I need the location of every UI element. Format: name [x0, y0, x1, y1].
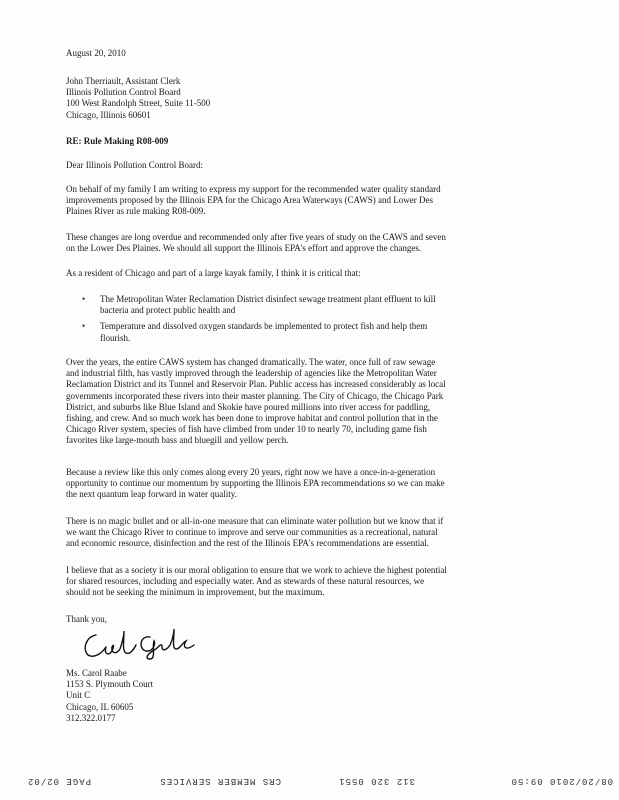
list-item: • The Metropolitan Water Reclamation District disinfect sewage treatment plant effluent to kill bacteria and protect public health and: [82, 294, 436, 316]
letter-date: August 20, 2010: [66, 48, 126, 58]
fax-page-number: PAGE 02/02: [26, 776, 91, 786]
list-item: • Temperature and dissolved oxygen standards be implemented to protect fish and help them flourish.: [82, 321, 428, 343]
signer-phone: 312.322.0177: [66, 712, 116, 723]
bullet-icon: •: [82, 294, 86, 304]
signer-city: Chicago, IL 60605: [66, 701, 134, 712]
signer-name: Ms. Carol Raabe: [66, 668, 127, 678]
recipient-address-line2: Chicago, Illinois 60601: [66, 109, 151, 120]
recipient-address: [66, 76, 552, 121]
signer-address-line2: Unit C: [66, 690, 91, 701]
paragraph-5: Because a review like this only comes along every 20 years, right now we have a once-in-a-generation opportunity to continue our momentum by supporting the Illinois EPA recommendations so we can make the next quantum leap forward in water quality.: [66, 467, 445, 500]
fax-header-upside-down: [0, 768, 619, 790]
paragraph-1: On behalf of my family I am writing to express my support for the recommended water quality standard improvements proposed by the Illinois EPA for the Chicago Area Waterways (CAWS) and Lower Des Plaines River as rule making R08-009.: [66, 184, 441, 217]
salutation: Dear Illinois Pollution Control Board:: [66, 160, 203, 170]
paragraph-7: I believe that as a society it is our moral obligation to ensure that we work to achieve the highest potential for shared resources, including and especially water. And as stewards of these natural resources, we should not be seeking the minimum in improvement, but the maximum.: [66, 565, 447, 598]
paragraph-6: There is no magic bullet and or all-in-one measure that can eliminate water pollution but we know that if we want the Chicago River to continue to improve and serve our communities as a recreational, natural and economic resource, disinfection and the rest of the Illinois EPA's recommendations are essential.: [66, 516, 444, 549]
subject-line: RE: Rule Making R08-009: [66, 136, 169, 146]
closing: Thank you,: [66, 614, 107, 624]
fax-timestamp: 08/20/2010 09:50: [510, 776, 613, 786]
recipient-org: Illinois Pollution Control Board: [66, 87, 181, 98]
paragraph-2: These changes are long overdue and recommended only after five years of study on the CAWS and seven on the Lower Des Plaines. We should all support the Illinois EPA's effort and approve the changes.: [66, 232, 446, 254]
fax-phone: 312 320 0551: [338, 776, 415, 786]
fax-sender: CRS MEMBER SERVICES: [159, 776, 281, 786]
bullet-icon: •: [82, 321, 86, 332]
recipient-name: John Therriault, Assistant Clerk: [66, 76, 181, 86]
signature: [78, 625, 198, 663]
signer-block: [66, 668, 552, 724]
recipient-address-line1: 100 West Randolph Street, Suite 11-500: [66, 98, 211, 109]
bullet-list: [82, 294, 542, 349]
paragraph-4: Over the years, the entire CAWS system has changed dramatically. The water, once full of raw sewage and industrial filth, has vastly improved through the leadership of agencies like the Metropolitan Water Reclamation District and its Tunnel and Reservoir Plan. Public access has increased considerably as local governments incorporated these rivers into their master planning. The City of Chicago, the Chicago Park District, and suburbs like Blue Island and Skokie have poured millions into river access for paddling, fishing, and crew. And so much work has been done to improve habitat and control pollution that in the Chicago River system, species of fish have climbed from under 10 to nearly 70, including game fish favorites like large-mouth bass and bluegill and yellow perch.: [66, 357, 446, 446]
paragraph-3: As a resident of Chicago and part of a large kayak family, I think it is critical that:: [66, 268, 361, 278]
signer-address-line1: 1153 S. Plymouth Court: [66, 679, 154, 690]
